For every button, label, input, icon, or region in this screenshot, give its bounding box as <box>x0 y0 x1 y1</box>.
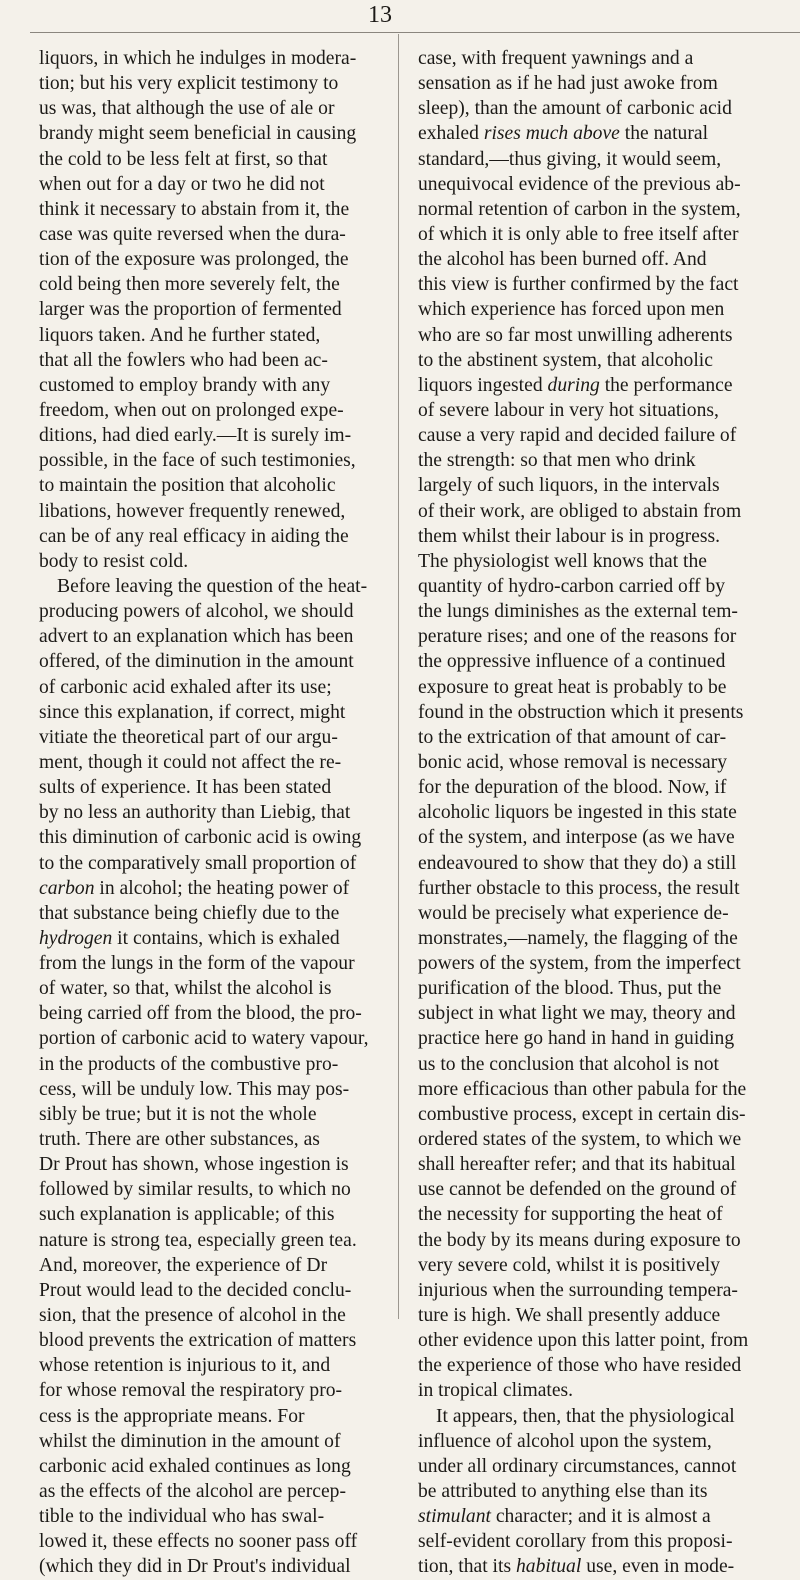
text-segment: for whose removal the respiratory pro- <box>39 1380 343 1402</box>
text-segment: this view is further confirmed by the fact <box>418 274 739 296</box>
text-line <box>39 876 379 901</box>
text-line <box>418 1253 780 1278</box>
text-line <box>418 247 780 272</box>
text-line <box>39 800 379 825</box>
text-segment: since this explanation, if correct, might <box>39 701 346 723</box>
text-segment: the experience of those who have resided <box>418 1355 742 1377</box>
text-line <box>418 624 780 649</box>
text-line <box>418 1454 780 1479</box>
text-segment: cess is the appropriate means. For <box>39 1405 305 1427</box>
text-segment: liquors taken. And he further stated, <box>39 324 321 346</box>
text-line <box>418 46 780 71</box>
text-line <box>39 1127 379 1152</box>
text-segment: sults of experience. It has been stated <box>39 777 332 799</box>
text-segment: unequivocal evidence of the previous ab- <box>418 173 741 195</box>
text-line <box>39 1026 379 1051</box>
text-segment: in alcohol; the heating power of <box>94 877 350 899</box>
text-line <box>39 1102 379 1127</box>
text-segment: alcoholic liquors be ingested in this state <box>418 802 737 824</box>
text-line <box>418 599 780 624</box>
text-line <box>39 700 379 725</box>
text-segment: to maintain the position that alcoholic <box>39 475 336 497</box>
text-segment: us to the conclusion that alcohol is not <box>418 1053 719 1075</box>
text-segment: truth. There are other substances, as <box>39 1129 320 1151</box>
text-line <box>39 901 379 926</box>
text-line <box>39 1404 379 1429</box>
text-segment: purification of the blood. Thus, put the <box>418 978 722 1000</box>
text-segment: brandy might seem beneficial in causing <box>39 123 357 145</box>
text-segment: influence of alcohol upon the system, <box>418 1430 712 1452</box>
text-segment: other evidence upon this latter point, from <box>418 1330 749 1352</box>
text-segment: liquors, in which he indulges in modera- <box>39 48 357 69</box>
text-line <box>39 1554 379 1579</box>
text-segment: Prout would lead to the decided conclu- <box>39 1279 352 1301</box>
text-line <box>418 1152 780 1177</box>
text-segment: that substance being chiefly due to the <box>39 902 340 924</box>
text-segment: cold being then more severely felt, the <box>39 274 340 296</box>
text-segment: by no less an authority than Liebig, that <box>39 802 351 824</box>
text-segment: cess, will be unduly low. This may pos- <box>39 1078 350 1100</box>
text-segment: exhaled <box>418 123 484 145</box>
text-segment: bonic acid, whose removal is necessary <box>418 751 728 773</box>
column-divider <box>398 34 399 1319</box>
text-segment: be attributed to anything else than its <box>418 1481 708 1503</box>
text-line <box>39 1353 379 1378</box>
text-line <box>418 1504 780 1529</box>
text-segment: them whilst their labour is in progress. <box>418 525 721 547</box>
text-line <box>39 675 379 700</box>
text-segment: the lungs diminishes as the external tem- <box>418 601 738 623</box>
text-segment: shall hereafter refer; and that its habitual <box>418 1154 736 1176</box>
text-segment: largely of such liquors, in the intervals <box>418 475 720 497</box>
text-segment: can be of any real efficacy in aiding the <box>39 525 349 547</box>
text-line <box>418 1177 780 1202</box>
text-segment: in the products of the combustive pro- <box>39 1053 339 1075</box>
text-line <box>418 800 780 825</box>
text-line <box>39 976 379 1001</box>
text-line <box>418 1303 780 1328</box>
text-line <box>418 901 780 926</box>
text-segment: being carried off from the blood, the pro- <box>39 1003 362 1025</box>
text-segment: It appears, then, that the physiological <box>436 1405 735 1427</box>
text-segment: such explanation is applicable; of this <box>39 1204 335 1226</box>
text-line <box>418 725 780 750</box>
text-line <box>418 1278 780 1303</box>
text-segment: customed to employ brandy with any <box>39 374 331 396</box>
text-segment: ordered states of the system, to which we <box>418 1129 742 1151</box>
text-segment: injurious when the surrounding tempera- <box>418 1279 738 1301</box>
text-segment: the oppressive influence of a continued <box>418 651 726 673</box>
text-line <box>39 725 379 750</box>
text-segment: self-evident corollary from this proposi- <box>418 1531 733 1553</box>
text-line <box>39 423 379 448</box>
text-segment: offered, of the diminution in the amount <box>39 651 354 673</box>
text-segment: more efficacious than other pabula for the <box>418 1078 747 1100</box>
text-line <box>418 272 780 297</box>
text-segment: that all the fowlers who had been ac- <box>39 349 328 371</box>
text-line <box>418 147 780 172</box>
text-line <box>39 1253 379 1278</box>
text-segment: advert to an explanation which has been <box>39 626 354 648</box>
text-line <box>418 121 780 146</box>
text-line <box>39 599 379 624</box>
text-segment: cause a very rapid and decided failure of <box>418 425 737 447</box>
page-number: 13 <box>368 2 392 28</box>
text-line <box>418 750 780 775</box>
text-line <box>418 549 780 574</box>
text-segment: ment, though it could not affect the re- <box>39 751 342 773</box>
text-segment: tion; but his very explicit testimony to <box>39 73 339 95</box>
italic-text: carbon <box>39 877 95 899</box>
text-line <box>39 197 379 222</box>
text-segment: sibly be true; but it is not the whole <box>39 1103 317 1125</box>
text-line <box>418 1102 780 1127</box>
text-segment: carbonic acid exhaled continues as long <box>39 1455 351 1477</box>
text-segment: followed by similar results, to which no <box>39 1179 351 1201</box>
text-segment: of severe labour in very hot situations, <box>418 399 719 421</box>
text-segment: possible, in the face of such testimonies, <box>39 450 356 472</box>
text-line <box>418 1479 780 1504</box>
text-line <box>418 297 780 322</box>
text-line <box>39 1278 379 1303</box>
text-line <box>418 71 780 96</box>
text-segment: ture is high. We shall presently adduce <box>418 1305 721 1327</box>
text-line <box>39 1429 379 1454</box>
header-rule <box>30 32 800 33</box>
text-line <box>418 1378 780 1403</box>
text-segment: standard,—thus giving, it would seem, <box>418 148 722 170</box>
text-line <box>39 1077 379 1102</box>
text-line <box>39 1001 379 1026</box>
text-line <box>39 649 379 674</box>
text-line <box>39 1454 379 1479</box>
text-segment: for the depuration of the blood. Now, if <box>418 777 727 799</box>
text-segment: liquors ingested <box>418 374 548 396</box>
text-segment: the body by its means during exposure to <box>418 1229 741 1251</box>
text-line <box>39 348 379 373</box>
text-segment: of the system, and interpose (as we have <box>418 827 735 849</box>
text-line <box>418 825 780 850</box>
text-segment: powers of the system, from the imperfect <box>418 953 741 975</box>
text-line <box>39 1328 379 1353</box>
text-line <box>39 549 379 574</box>
text-segment: it contains, which is exhaled <box>112 927 340 949</box>
text-line <box>39 1378 379 1403</box>
text-line <box>39 172 379 197</box>
text-segment: of carbonic acid exhaled after its use; <box>39 676 332 698</box>
text-segment: very severe cold, whilst it is positively <box>418 1254 721 1276</box>
text-segment: exposure to great heat is probably to be <box>418 676 727 698</box>
text-segment: blood prevents the extrication of matters <box>39 1330 357 1352</box>
text-segment: as the effects of the alcohol are percep- <box>39 1481 346 1503</box>
text-line <box>39 247 379 272</box>
text-segment: of water, so that, whilst the alcohol is <box>39 978 332 1000</box>
text-segment: case, with frequent yawnings and a <box>418 48 694 69</box>
text-segment: the cold to be less felt at first, so that <box>39 148 328 170</box>
text-line <box>39 624 379 649</box>
text-line <box>39 825 379 850</box>
text-segment: ditions, had died early.—It is surely im- <box>39 425 352 447</box>
text-segment: larger was the proportion of fermented <box>39 299 342 321</box>
text-line <box>39 323 379 348</box>
text-segment: from the lungs in the form of the vapour <box>39 953 355 975</box>
text-line <box>418 976 780 1001</box>
text-line <box>418 876 780 901</box>
text-segment: subject in what light we may, theory and <box>418 1003 736 1025</box>
text-line <box>418 1052 780 1077</box>
text-line <box>39 1202 379 1227</box>
text-line <box>39 373 379 398</box>
text-segment: character; and it is almost a <box>490 1506 711 1528</box>
text-line <box>39 147 379 172</box>
text-line <box>418 373 780 398</box>
text-segment: endeavoured to show that they do) a still <box>418 852 737 874</box>
text-line <box>39 1052 379 1077</box>
text-line <box>418 222 780 247</box>
text-segment: lowed it, these effects no sooner pass off <box>39 1531 358 1553</box>
text-line <box>39 775 379 800</box>
text-segment: normal retention of carbon in the system, <box>418 198 741 220</box>
italic-text: rises much above <box>483 123 620 145</box>
text-segment: tible to the individual who has swal- <box>39 1506 325 1528</box>
text-segment: under all ordinary circumstances, cannot <box>418 1455 737 1477</box>
text-line <box>418 96 780 121</box>
text-segment: perature rises; and one of the reasons for <box>418 626 737 648</box>
text-line <box>418 448 780 473</box>
text-line <box>39 499 379 524</box>
text-line <box>39 1228 379 1253</box>
text-line <box>39 473 379 498</box>
text-line <box>39 297 379 322</box>
text-segment: the performance <box>599 374 733 396</box>
text-line <box>418 675 780 700</box>
text-line <box>418 473 780 498</box>
text-segment: the alcohol has been burned off. And <box>418 249 707 271</box>
text-line <box>39 951 379 976</box>
text-line <box>418 1554 780 1579</box>
text-segment: would be precisely what experience de- <box>418 902 729 924</box>
text-line <box>418 775 780 800</box>
text-segment: which experience has forced upon men <box>418 299 725 321</box>
left-column <box>39 46 379 1580</box>
text-line <box>418 926 780 951</box>
text-segment: of which it is only able to free itself after <box>418 223 739 245</box>
text-segment: the strength: so that men who drink <box>418 450 696 472</box>
text-line <box>39 1504 379 1529</box>
text-segment: sion, that the presence of alcohol in the <box>39 1305 346 1327</box>
text-line <box>39 222 379 247</box>
text-line <box>39 926 379 951</box>
italic-text: habitual <box>515 1556 582 1578</box>
text-segment: portion of carbonic acid to watery vapour, <box>39 1028 369 1050</box>
text-line <box>418 649 780 674</box>
text-segment: of their work, are obliged to abstain from <box>418 500 742 522</box>
text-line <box>418 524 780 549</box>
text-segment: this diminution of carbonic acid is owing <box>39 827 362 849</box>
text-segment: (which they did in Dr Prout's individual <box>39 1556 351 1578</box>
text-line <box>39 272 379 297</box>
text-line <box>418 323 780 348</box>
text-segment: when out for a day or two he did not <box>39 173 325 195</box>
text-segment: further obstacle to this process, the result <box>418 877 740 899</box>
text-segment: sleep), than the amount of carbonic acid <box>418 98 732 120</box>
text-line <box>39 1479 379 1504</box>
italic-text: hydrogen <box>39 927 113 949</box>
text-segment: libations, however frequently renewed, <box>39 500 346 522</box>
text-line <box>39 574 379 599</box>
text-line <box>418 172 780 197</box>
text-line <box>39 46 379 71</box>
text-line <box>418 398 780 423</box>
text-line <box>39 750 379 775</box>
text-line <box>418 1429 780 1454</box>
text-segment: found in the obstruction which it presents <box>418 701 744 723</box>
text-line <box>418 197 780 222</box>
text-segment: quantity of hydro-carbon carried off by <box>418 575 726 597</box>
text-segment: vitiate the theoretical part of our argu- <box>39 726 338 748</box>
text-line <box>39 121 379 146</box>
text-line <box>39 398 379 423</box>
text-line <box>39 71 379 96</box>
text-line <box>39 1177 379 1202</box>
text-segment: the natural <box>619 123 709 145</box>
text-segment: who are so far most unwilling adherents <box>418 324 733 346</box>
text-segment: to the abstinent system, that alcoholic <box>418 349 713 371</box>
text-line <box>39 1303 379 1328</box>
italic-text: stimulant <box>418 1506 491 1528</box>
text-line <box>418 1202 780 1227</box>
text-line <box>418 1127 780 1152</box>
text-segment: body to resist cold. <box>39 550 189 572</box>
text-line <box>418 1353 780 1378</box>
text-segment: nature is strong tea, especially green tea. <box>39 1229 357 1251</box>
text-line <box>418 700 780 725</box>
text-segment: Before leaving the question of the heat- <box>57 575 368 597</box>
text-segment: combustive process, except in certain dis- <box>418 1103 746 1125</box>
text-line <box>418 851 780 876</box>
text-segment: use, even in mode- <box>581 1556 735 1578</box>
text-line <box>418 1026 780 1051</box>
text-segment: the necessity for supporting the heat of <box>418 1204 723 1226</box>
text-segment: whose retention is injurious to it, and <box>39 1355 331 1377</box>
text-segment: us was, that although the use of ale or <box>39 98 335 120</box>
text-line <box>39 96 379 121</box>
text-segment: The physiologist well knows that the <box>418 550 707 572</box>
text-segment: sensation as if he had just awoke from <box>418 73 718 95</box>
text-segment: use cannot be defended on the ground of <box>418 1179 737 1201</box>
text-line <box>39 448 379 473</box>
text-segment: practice here go hand in hand in guiding <box>418 1028 735 1050</box>
italic-text: during <box>547 374 600 396</box>
text-line <box>418 574 780 599</box>
text-segment: to the extrication of that amount of car- <box>418 726 727 748</box>
text-segment: in tropical climates. <box>418 1380 574 1402</box>
text-segment: producing powers of alcohol, we should <box>39 601 354 623</box>
text-segment: to the comparatively small proportion of <box>39 852 357 874</box>
text-line <box>418 1077 780 1102</box>
text-segment: freedom, when out on prolonged expe- <box>39 399 344 421</box>
text-line <box>39 1152 379 1177</box>
text-line <box>418 348 780 373</box>
right-column <box>418 46 780 1580</box>
text-line <box>39 524 379 549</box>
text-line <box>418 1228 780 1253</box>
text-line <box>418 1529 780 1554</box>
text-line <box>39 851 379 876</box>
text-line <box>418 499 780 524</box>
text-segment: And, moreover, the experience of Dr <box>39 1254 328 1276</box>
text-segment: think it necessary to abstain from it, the <box>39 198 350 220</box>
text-segment: Dr Prout has shown, whose ingestion is <box>39 1154 349 1176</box>
text-segment: tion of the exposure was prolonged, the <box>39 249 349 271</box>
text-segment: monstrates,—namely, the flagging of the <box>418 927 738 949</box>
text-line <box>39 1529 379 1554</box>
text-line <box>418 951 780 976</box>
text-segment: case was quite reversed when the dura- <box>39 223 346 245</box>
text-line <box>418 1328 780 1353</box>
text-line <box>418 423 780 448</box>
text-line <box>418 1404 780 1429</box>
text-segment: whilst the diminution in the amount of <box>39 1430 341 1452</box>
text-segment: tion, that its <box>418 1556 516 1578</box>
text-line <box>418 1001 780 1026</box>
